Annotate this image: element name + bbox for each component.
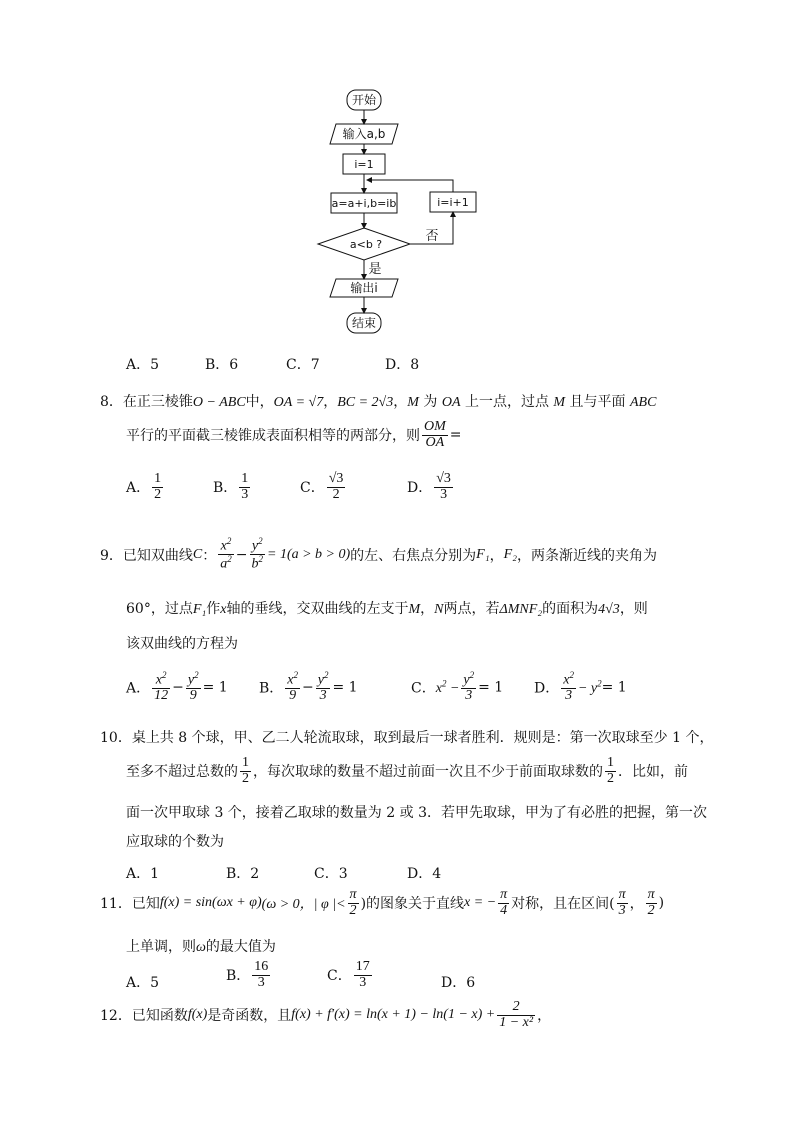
- q8-option-c-den: 2: [332, 486, 340, 502]
- q9-text: 60°，过点: [126, 601, 193, 617]
- q8-option-a: [126, 472, 165, 502]
- q11-text: )的图象关于直线: [360, 896, 465, 913]
- q10-half-2-num: 1: [607, 755, 614, 770]
- q8-number: 8．: [100, 394, 123, 410]
- q8-text: 中，: [245, 394, 274, 410]
- flow-yes-label: 是: [368, 262, 382, 277]
- q8-option-d-den: 3: [440, 486, 448, 502]
- q9-option-a-label: A．: [126, 680, 151, 697]
- q7-option-d: D．8: [385, 357, 420, 373]
- q8-option-d: [407, 472, 455, 502]
- q8-option-d-num: √3: [436, 471, 451, 486]
- q11-pi-half-a-num: π: [349, 887, 357, 902]
- q9-option-c-tail: = 1: [478, 679, 504, 696]
- q12-text: ，: [537, 1008, 552, 1025]
- q9-text: ，: [489, 547, 504, 564]
- q11-line-eq: x = −: [464, 895, 497, 911]
- q8-option-d-label: D．: [407, 480, 433, 497]
- q7-option-b: B．6: [205, 357, 239, 373]
- q10-half-2: [605, 756, 616, 786]
- q9-option-c-label: C．: [411, 680, 436, 697]
- q11-text: ，: [629, 896, 644, 913]
- q9-triangle: ΔMNF₂: [499, 602, 543, 617]
- q11-pi-quarter-num: π: [500, 887, 508, 902]
- q8-option-a-den: 2: [154, 486, 162, 502]
- flow-input-label: 输入a,b: [342, 127, 386, 141]
- q10-half-1: [240, 756, 251, 786]
- q11-pi-half-b-den: 2: [647, 902, 655, 918]
- q8-ratio-num: OM: [424, 419, 446, 434]
- q9-text: ，两条渐近线的夹角为: [517, 547, 658, 564]
- q11-line-1: [100, 888, 664, 918]
- q9-text: 轴的垂线，交双曲线的左支于: [226, 601, 409, 617]
- q11-line-2: [126, 936, 276, 956]
- q8-text: ，: [393, 394, 408, 410]
- q8-eq: =: [449, 427, 462, 444]
- q9-line-3: 该双曲线的方程为: [126, 636, 238, 652]
- q10-line-4: 应取球的个数为: [126, 834, 224, 850]
- q12-text: 是奇函数，且: [207, 1008, 292, 1025]
- q12-line-1: [100, 1000, 551, 1030]
- q9-y-term: $\frac{y^2}{b^2}$: [251, 536, 263, 572]
- q10-number: 10．: [100, 730, 132, 746]
- q10-text: ，每次取球的数量不超过前面一次且不少于前面取球数的: [253, 764, 603, 781]
- q11-text: ): [658, 895, 665, 912]
- q11-text: 的最大值为: [205, 939, 276, 955]
- flow-end-label: 结束: [351, 316, 377, 330]
- q10-text: 至多不超过总数的: [126, 764, 238, 781]
- q8-text: 在正三棱锥: [122, 394, 193, 410]
- q8-m2: M: [553, 395, 566, 410]
- q11-option-b-num: 16: [254, 959, 269, 974]
- q11-option-c-label: C．: [327, 968, 352, 985]
- q10-option-b: B．2: [226, 866, 260, 882]
- q11-option-c-den: 3: [359, 974, 367, 990]
- q12-fraction-num: 2: [497, 1000, 535, 1016]
- q9-f1b: F₁: [192, 602, 207, 617]
- q8-option-c-label: C．: [300, 480, 325, 497]
- q8-line-1: [100, 391, 656, 411]
- q9-eq: = 1(a > b > 0): [267, 546, 351, 562]
- q11-option-a: A．5: [126, 975, 160, 991]
- q9-text: 两点，若: [443, 601, 500, 617]
- q10-option-a: A．1: [126, 866, 160, 882]
- q11-number: 11．: [100, 896, 132, 913]
- q8-text: 为: [418, 394, 442, 410]
- q9-option-b: B． $\frac{x^2}{9}$ − $\frac{y^2}{3}$ = 1: [259, 670, 358, 704]
- q9-line-1: 9．已知双曲线C： $\frac{x^2}{a^2}$ − $\frac{y^2}{b^2}$ = 1(a > b > 0)的左、右焦点分别为F₁，F₂，两条渐近线的夹角为: [100, 536, 658, 572]
- q9-text: 的面积为: [542, 601, 599, 617]
- q11-pi-half-b-num: π: [647, 887, 655, 902]
- q9-text: ，: [420, 601, 435, 617]
- q10-line-3: 面一次甲取球 3 个，接着乙取球的数量为 2 或 3．若甲先取球，甲为了有必胜的把握，第一次: [126, 805, 707, 821]
- q9-option-b-tail: = 1: [332, 679, 358, 696]
- q9-area: 4√3: [598, 602, 620, 617]
- q9-x-term: $\frac{x^2}{a^2}$: [220, 536, 232, 572]
- q12-fx: f(x): [187, 1007, 208, 1023]
- q8-text: 上一点，过点: [460, 394, 554, 410]
- q12-fraction-den: 1 − x²: [499, 1014, 534, 1030]
- q8-ratio-fraction: [422, 420, 448, 450]
- flowchart: [0, 0, 794, 340]
- q10-text: ．比如，前: [618, 764, 688, 781]
- q10-option-d: D．4: [407, 866, 442, 882]
- q11-pi-half-a: [348, 888, 359, 918]
- q11-pi-third-den: 3: [618, 902, 626, 918]
- q8-text: ，: [323, 394, 338, 410]
- q11-func: f(x) = sin(ωx + φ): [159, 895, 262, 911]
- q8-line-2: [126, 420, 462, 450]
- q11-text: 对称，且在区间(: [511, 896, 615, 913]
- q8-oa: OA = √7: [273, 395, 324, 410]
- q8-text: 且与平面: [565, 394, 630, 410]
- q8-bc: BC = 2√3: [337, 395, 394, 410]
- q11-option-c-num: 17: [355, 959, 370, 974]
- q8-oa2: OA: [441, 395, 461, 410]
- q11-text: 已知: [131, 896, 160, 913]
- q10-half-1-den: 2: [242, 770, 249, 786]
- q11-pi-quarter: [498, 888, 509, 918]
- flow-start-label: 开始: [351, 93, 377, 107]
- q11-option-b-den: 3: [257, 974, 265, 990]
- q11-pi-half-a-den: 2: [349, 902, 357, 918]
- q8-pyramid: O − ABC: [192, 395, 246, 410]
- q9-option-c: C．$x^2$ − $\frac{y^2}{3}$ = 1: [411, 670, 504, 704]
- q9-option-b-label: B．: [259, 680, 284, 697]
- q8-m: M: [407, 395, 419, 410]
- q8-option-b-label: B．: [213, 480, 238, 497]
- q9-text: 的左、右焦点分别为: [350, 547, 477, 564]
- q8-option-b-num: 1: [241, 471, 249, 486]
- q9-number: 9．: [100, 547, 123, 564]
- q9-text: ，则: [619, 601, 648, 617]
- q10-line-1: [100, 727, 713, 747]
- q9-line-2: [126, 598, 648, 618]
- q12-equation: f(x) + f′(x) = ln(x + 1) − ln(1 − x) +: [291, 1007, 496, 1023]
- q9-x: x: [220, 602, 227, 617]
- flow-init-label: i=1: [354, 158, 374, 171]
- q11-pi-third: [617, 888, 628, 918]
- q8-option-a-num: 1: [154, 471, 162, 486]
- q9-text: 已知双曲线: [122, 547, 193, 564]
- q8-option-c: [300, 472, 347, 502]
- flow-process-label: a=a+i,b=ib: [331, 197, 397, 210]
- q8-option-a-label: A．: [126, 480, 151, 497]
- flow-output-label: 输出i: [350, 281, 378, 295]
- q12-fraction: [497, 1000, 535, 1030]
- flow-no-label: 否: [425, 229, 439, 244]
- q9-m: M: [408, 602, 421, 617]
- q8-abc: ABC: [629, 395, 657, 410]
- q9-text: 作: [206, 601, 221, 617]
- q7-option-a: A．5: [126, 357, 160, 373]
- q8-option-c-num: √3: [328, 471, 344, 486]
- q11-cond: (ω > 0，| φ |<: [261, 897, 346, 913]
- q9-option-d-tail: = 1: [601, 679, 627, 696]
- q11-pi-half-b: [646, 888, 657, 918]
- q11-pi-quarter-den: 4: [500, 902, 508, 918]
- q11-pi-third-num: π: [618, 887, 626, 902]
- q9-text: ：: [202, 547, 217, 564]
- q10-half-1-num: 1: [242, 755, 249, 770]
- q8-option-b: [213, 472, 252, 502]
- q9-option-d-label: D．: [534, 680, 560, 697]
- q9-f2: F₂: [503, 546, 518, 562]
- q10-line-2: [126, 756, 688, 786]
- q9-c: C: [192, 546, 203, 562]
- flow-update-label: i=i+1: [437, 196, 469, 209]
- q9-option-d: D． $\frac{x^2}{3}$ − $y^2= 1$: [534, 670, 627, 704]
- flow-decision-label: a<b ?: [349, 238, 383, 251]
- q10-option-c: C．3: [314, 866, 348, 882]
- q9-option-a-tail: = 1: [202, 679, 228, 696]
- q9-f1: F₁: [476, 546, 490, 562]
- q8-ratio-den: OA: [425, 434, 445, 450]
- q11-option-c: [327, 960, 374, 990]
- q11-option-b-label: B．: [226, 968, 251, 985]
- q9-option-a: A． $\frac{x^2}{12}$ − $\frac{y^2}{9}$ = 1: [126, 670, 228, 704]
- q11-omega: ω: [196, 940, 206, 955]
- q11-text: 上单调，则: [126, 939, 196, 955]
- q11-option-d: D．6: [441, 975, 476, 991]
- q10-half-2-den: 2: [607, 770, 614, 786]
- q9-n: N: [434, 602, 444, 617]
- q12-number: 12．: [100, 1008, 132, 1025]
- q8-line2-text: 平行的平面截三棱锥成表面积相等的两部分，则: [126, 428, 420, 445]
- q10-text: 桌上共 8 个球，甲、乙二人轮流取球，取到最后一球者胜利．规则是：第一次取球至少 1 个，: [131, 730, 714, 746]
- q8-option-b-den: 3: [241, 486, 249, 502]
- q7-option-c: C．7: [286, 357, 320, 373]
- q11-option-b: [226, 960, 272, 990]
- q12-text: 已知函数: [131, 1008, 188, 1025]
